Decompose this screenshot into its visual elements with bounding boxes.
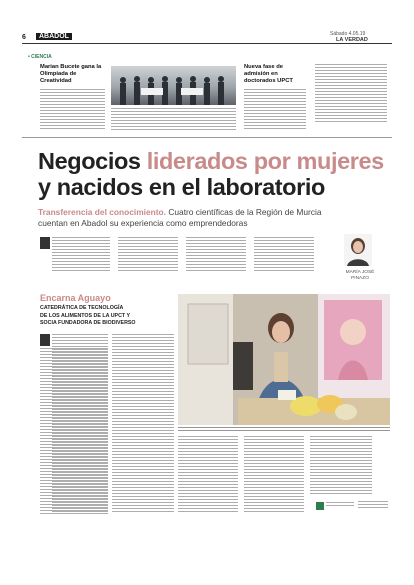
brief-3-photo [178, 66, 236, 105]
header-rule [22, 43, 392, 44]
author-surname: PINAZO [351, 276, 369, 281]
page-number: 6 [22, 34, 26, 41]
body-column-1b [40, 348, 108, 514]
footer-legal [358, 501, 388, 510]
body-column-2 [112, 334, 174, 514]
intro-column-2 [118, 237, 178, 271]
intro-column-4 [254, 237, 314, 271]
headline-part-1: Negocios [38, 148, 147, 174]
body-column-3 [178, 436, 238, 514]
intro-dropcap [40, 237, 50, 249]
article-headline [38, 148, 388, 200]
body-column-4 [244, 436, 304, 514]
brief-3 [244, 64, 306, 131]
main-photo-caption [178, 427, 390, 431]
brief-1-title: Marian Bucete gana la Olimpiada de Creatividad [40, 64, 102, 84]
briefs-bottom-rule [22, 137, 392, 138]
author-avatar [344, 234, 372, 266]
brief-3-title: Nueva fase de admisión en doctorados UPCT [244, 64, 293, 84]
intro-column-3 [186, 237, 246, 271]
deck-text: Cuatro científicas de la Región de Murcia cuentan en Abadol su experiencia como emprendedoras [38, 207, 322, 228]
profile-name: Encarna Aguayo [40, 293, 111, 303]
author-name [340, 270, 380, 282]
main-photo [178, 294, 390, 425]
profile-role [40, 305, 180, 328]
headline-highlight: liderados por mujeres [146, 148, 384, 174]
profile-role-line-2: DE LOS ALIMENTOS DE LA UPCT Y [40, 312, 131, 319]
body-column-5 [310, 436, 372, 496]
brief-3-body [244, 89, 306, 131]
footer-logo [316, 502, 324, 510]
section-label: ABADOL [36, 33, 72, 40]
profile-role-line-1: CATEDRÁTICA DE TECNOLOGÍA [40, 305, 124, 311]
issue-date: Sábado 4.05.19 [330, 31, 366, 37]
scientist-photo-image [178, 294, 390, 425]
footer-credits [326, 502, 354, 508]
body-dropcap [40, 334, 50, 346]
publication-name: LA VERDAD [336, 37, 368, 43]
author-first-name: MARÍA JOSÉ [345, 270, 375, 275]
brief-1-body [40, 89, 105, 131]
brief-1 [40, 64, 105, 131]
headline-part-2: y nacidos en el laboratorio [38, 174, 325, 200]
deck-kicker: Transferencia del conocimiento. [38, 207, 166, 217]
brief-4-body [315, 64, 387, 124]
profile-role-line-3: SOCIA FUNDADORA DE BIODIVERSO [40, 320, 136, 326]
intro-column-1 [52, 237, 110, 271]
brief-2-caption [111, 108, 236, 130]
section-tag: • CIENCIA [28, 54, 52, 60]
article-deck [38, 207, 338, 229]
